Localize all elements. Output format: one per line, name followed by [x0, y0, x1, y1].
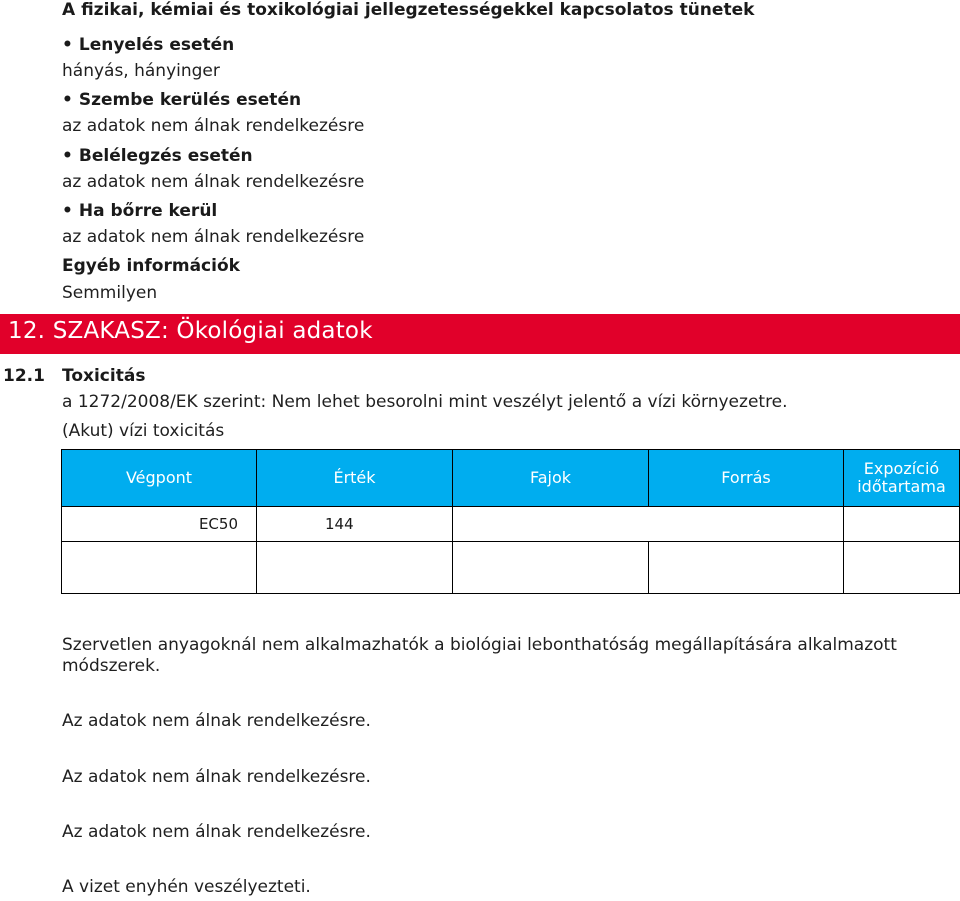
other-info-label: Egyéb információk	[62, 256, 240, 276]
table-cell	[844, 507, 960, 542]
table-caption: (Akut) vízi toxicitás	[62, 421, 225, 441]
col-header-endpoint: Végpont	[62, 450, 257, 507]
col-header-source: Forrás	[649, 450, 844, 507]
subsection-number: 12.1	[3, 366, 45, 386]
symptoms-heading: A fizikai, kémiai és toxikológiai jellegzetességekkel kapcsolatos tünetek	[62, 0, 755, 20]
table-row	[62, 542, 960, 594]
mobility-text: Az adatok nem álnak rendelkezésre.	[62, 767, 371, 787]
section-title: 12. SZAKASZ: Ökológiai adatok	[8, 318, 373, 344]
table-row	[62, 507, 960, 542]
col-header-exposure: Expozíció időtartama	[844, 450, 960, 507]
table-header-row	[62, 450, 960, 507]
classification-text: a 1272/2008/EK szerint: Nem lehet besorolni mint veszélyt jelentő a vízi környezetre.	[62, 392, 788, 412]
symptom-value-inhalation: az adatok nem álnak rendelkezésre	[62, 172, 365, 192]
table-cell	[257, 542, 453, 594]
symptom-label-eye: • Szembe kerülés esetén	[62, 90, 301, 110]
col-header-value: Érték	[257, 450, 453, 507]
toxicity-table	[61, 449, 960, 594]
table-cell	[844, 542, 960, 594]
col-header-species: Fajok	[453, 450, 649, 507]
symptom-value-skin: az adatok nem álnak rendelkezésre	[62, 227, 365, 247]
biodegradability-text: Szervetlen anyagoknál nem alkalmazhatók a biológiai lebonthatóság megállapítására alkalmazott	[62, 635, 897, 655]
table-cell: EC50	[62, 507, 257, 542]
pbt-text: Az adatok nem álnak rendelkezésre.	[62, 822, 371, 842]
bioaccumulation-text: Az adatok nem álnak rendelkezésre.	[62, 711, 371, 731]
biodegradability-text-cont: módszerek.	[62, 656, 161, 676]
table-cell	[649, 542, 844, 594]
water-hazard-text: A vizet enyhén veszélyezteti.	[62, 877, 311, 897]
table-cell	[453, 507, 844, 542]
section-banner	[0, 314, 960, 354]
symptom-label-skin: • Ha bőrre kerül	[62, 201, 217, 221]
symptom-value-ingestion: hányás, hányinger	[62, 61, 220, 81]
subsection-title: Toxicitás	[62, 366, 146, 386]
symptom-label-ingestion: • Lenyelés esetén	[62, 35, 234, 55]
table-cell	[453, 542, 649, 594]
table-cell: 144	[257, 507, 453, 542]
symptom-label-inhalation: • Belélegzés esetén	[62, 146, 253, 166]
symptom-value-eye: az adatok nem álnak rendelkezésre	[62, 116, 365, 136]
other-info-value: Semmilyen	[62, 283, 158, 303]
table-cell	[62, 542, 257, 594]
